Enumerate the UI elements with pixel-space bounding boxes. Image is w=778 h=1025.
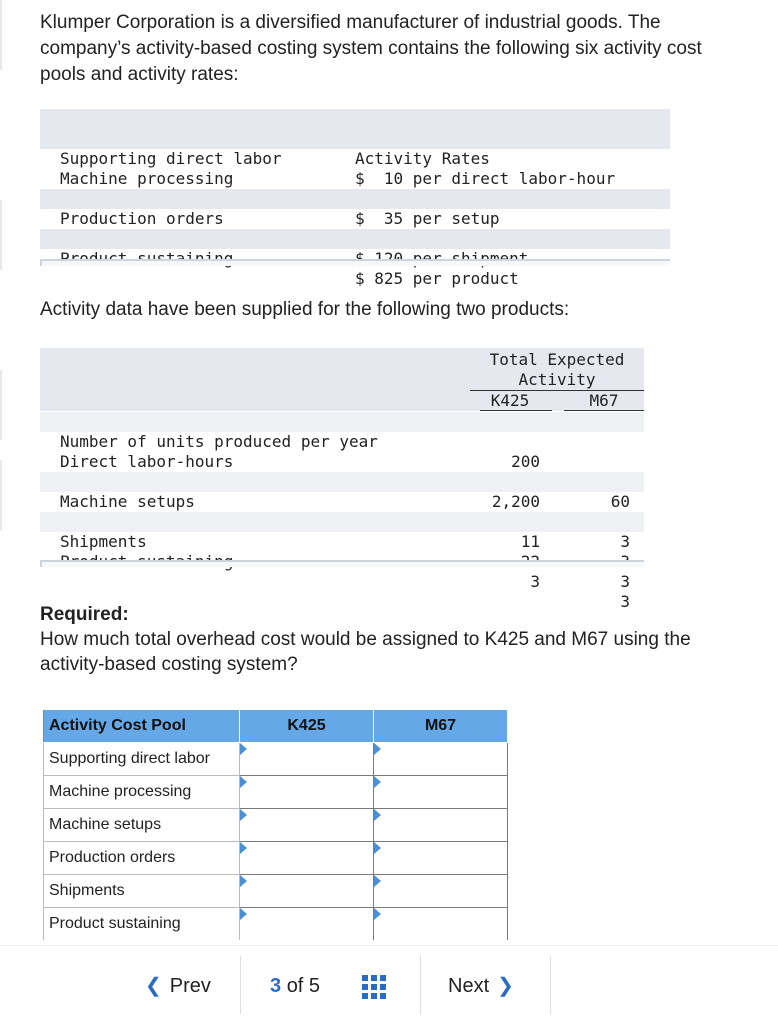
k425-cell: [240, 842, 374, 875]
k425-input[interactable]: [240, 777, 373, 807]
column-underline: [564, 410, 644, 411]
page-indicator[interactable]: [270, 967, 320, 1005]
table-row: [44, 842, 508, 875]
column-header-m67: M67: [589, 391, 619, 410]
table-row: [40, 209, 670, 229]
k425-value: 11: [520, 532, 540, 551]
table-row: [44, 908, 508, 941]
left-border: [0, 0, 2, 1024]
table-row: [44, 776, 508, 809]
answer-header-row: [44, 710, 508, 743]
k425-cell: [240, 776, 374, 809]
prev-button[interactable]: [120, 967, 220, 1005]
pool-rate: $ 825 per product: [355, 269, 519, 288]
k425-input[interactable]: [240, 909, 373, 939]
intro-paragraph: Klumper Corporation is a diversified manufacturer of industrial goods. The company’s activity-based costing system contains the following six activity cost pools and activity rates:: [40, 12, 702, 85]
answer-pool-label: Shipments: [44, 875, 240, 908]
required-label: Required:: [40, 604, 129, 625]
divider: [420, 956, 421, 1014]
table-row: [44, 743, 508, 776]
k425-cell: [240, 809, 374, 842]
table-row: [44, 875, 508, 908]
answer-header-k425: K425: [240, 710, 374, 743]
next-button[interactable]: [448, 967, 514, 1005]
k425-value: 200: [511, 452, 540, 471]
k425-cell: [240, 743, 374, 776]
m67-cell: [374, 743, 508, 776]
group-header-line1: Total Expected: [489, 350, 625, 369]
k425-input[interactable]: [240, 843, 373, 873]
m67-cell: [374, 776, 508, 809]
column-header-k425: K425: [490, 391, 530, 410]
k425-value: 3: [530, 572, 540, 591]
chevron-left-icon: ❮: [145, 975, 162, 997]
activity-label: Machine setups: [60, 492, 195, 511]
rates-header-rate: Activity Rates: [355, 149, 490, 168]
pool-name: Machine processing: [60, 169, 234, 188]
m67-cell: [374, 908, 508, 941]
m67-value: 3: [620, 592, 630, 611]
activity-label: Number of units produced per year: [60, 432, 378, 451]
required-section: [40, 602, 740, 677]
m67-value: 3: [620, 572, 630, 591]
answer-table: [43, 709, 508, 940]
next-label: Next: [448, 975, 490, 997]
prev-label: Prev: [169, 975, 211, 997]
table-row: [40, 532, 644, 611]
grid-icon[interactable]: [362, 975, 386, 999]
table-row: [40, 229, 670, 288]
table-footer-rule: [40, 259, 670, 266]
k425-value: 2,200: [491, 492, 540, 511]
m67-input[interactable]: [374, 810, 507, 840]
m67-cell: [374, 842, 508, 875]
pagination-bar: [0, 945, 778, 1025]
m67-input[interactable]: [374, 909, 507, 939]
group-header-line2: Activity: [518, 370, 596, 389]
answer-pool-label: Machine processing: [44, 776, 240, 809]
m67-value: 3: [620, 532, 630, 551]
m67-input[interactable]: [374, 876, 507, 906]
k425-input[interactable]: [240, 876, 373, 906]
answer-pool-label: Product sustaining: [44, 908, 240, 941]
m67-value: 60: [610, 492, 630, 511]
pool-rate: $ 35 per setup: [355, 209, 500, 228]
activity-data-subheading: Activity data have been supplied for the following two products:: [40, 299, 570, 320]
column-underline: [480, 410, 552, 411]
answer-pool-label: Production orders: [44, 842, 240, 875]
answer-pool-label: Machine setups: [44, 809, 240, 842]
activity-label: Shipments: [60, 532, 147, 551]
activity-label: Direct labor-hours: [60, 452, 234, 471]
current-page: 3: [270, 975, 282, 997]
pool-name: Supporting direct labor: [60, 149, 282, 168]
activity-rates-table: [40, 109, 670, 288]
m67-input[interactable]: [374, 744, 507, 774]
m67-input[interactable]: [374, 777, 507, 807]
page-total: of 5: [286, 975, 321, 997]
answer-pool-label: Supporting direct labor: [44, 743, 240, 776]
table-row: [44, 809, 508, 842]
divider: [550, 956, 551, 1014]
chevron-right-icon: ❯: [497, 975, 514, 997]
m67-input[interactable]: [374, 843, 507, 873]
answer-header-pool: Activity Cost Pool: [44, 710, 240, 743]
k425-input[interactable]: [240, 810, 373, 840]
answer-header-m67: M67: [374, 710, 508, 743]
m67-cell: [374, 809, 508, 842]
k425-cell: [240, 908, 374, 941]
m67-cell: [374, 875, 508, 908]
k425-input[interactable]: [240, 744, 373, 774]
table-footer-rule: [40, 560, 644, 567]
pool-rate: $ 10 per direct labor-hour: [355, 169, 616, 188]
k425-cell: [240, 875, 374, 908]
pool-name: Production orders: [60, 209, 224, 228]
required-question: How much total overhead cost would be assigned to K425 and M67 using the activity-based costing system?: [40, 629, 691, 675]
divider: [240, 956, 241, 1014]
